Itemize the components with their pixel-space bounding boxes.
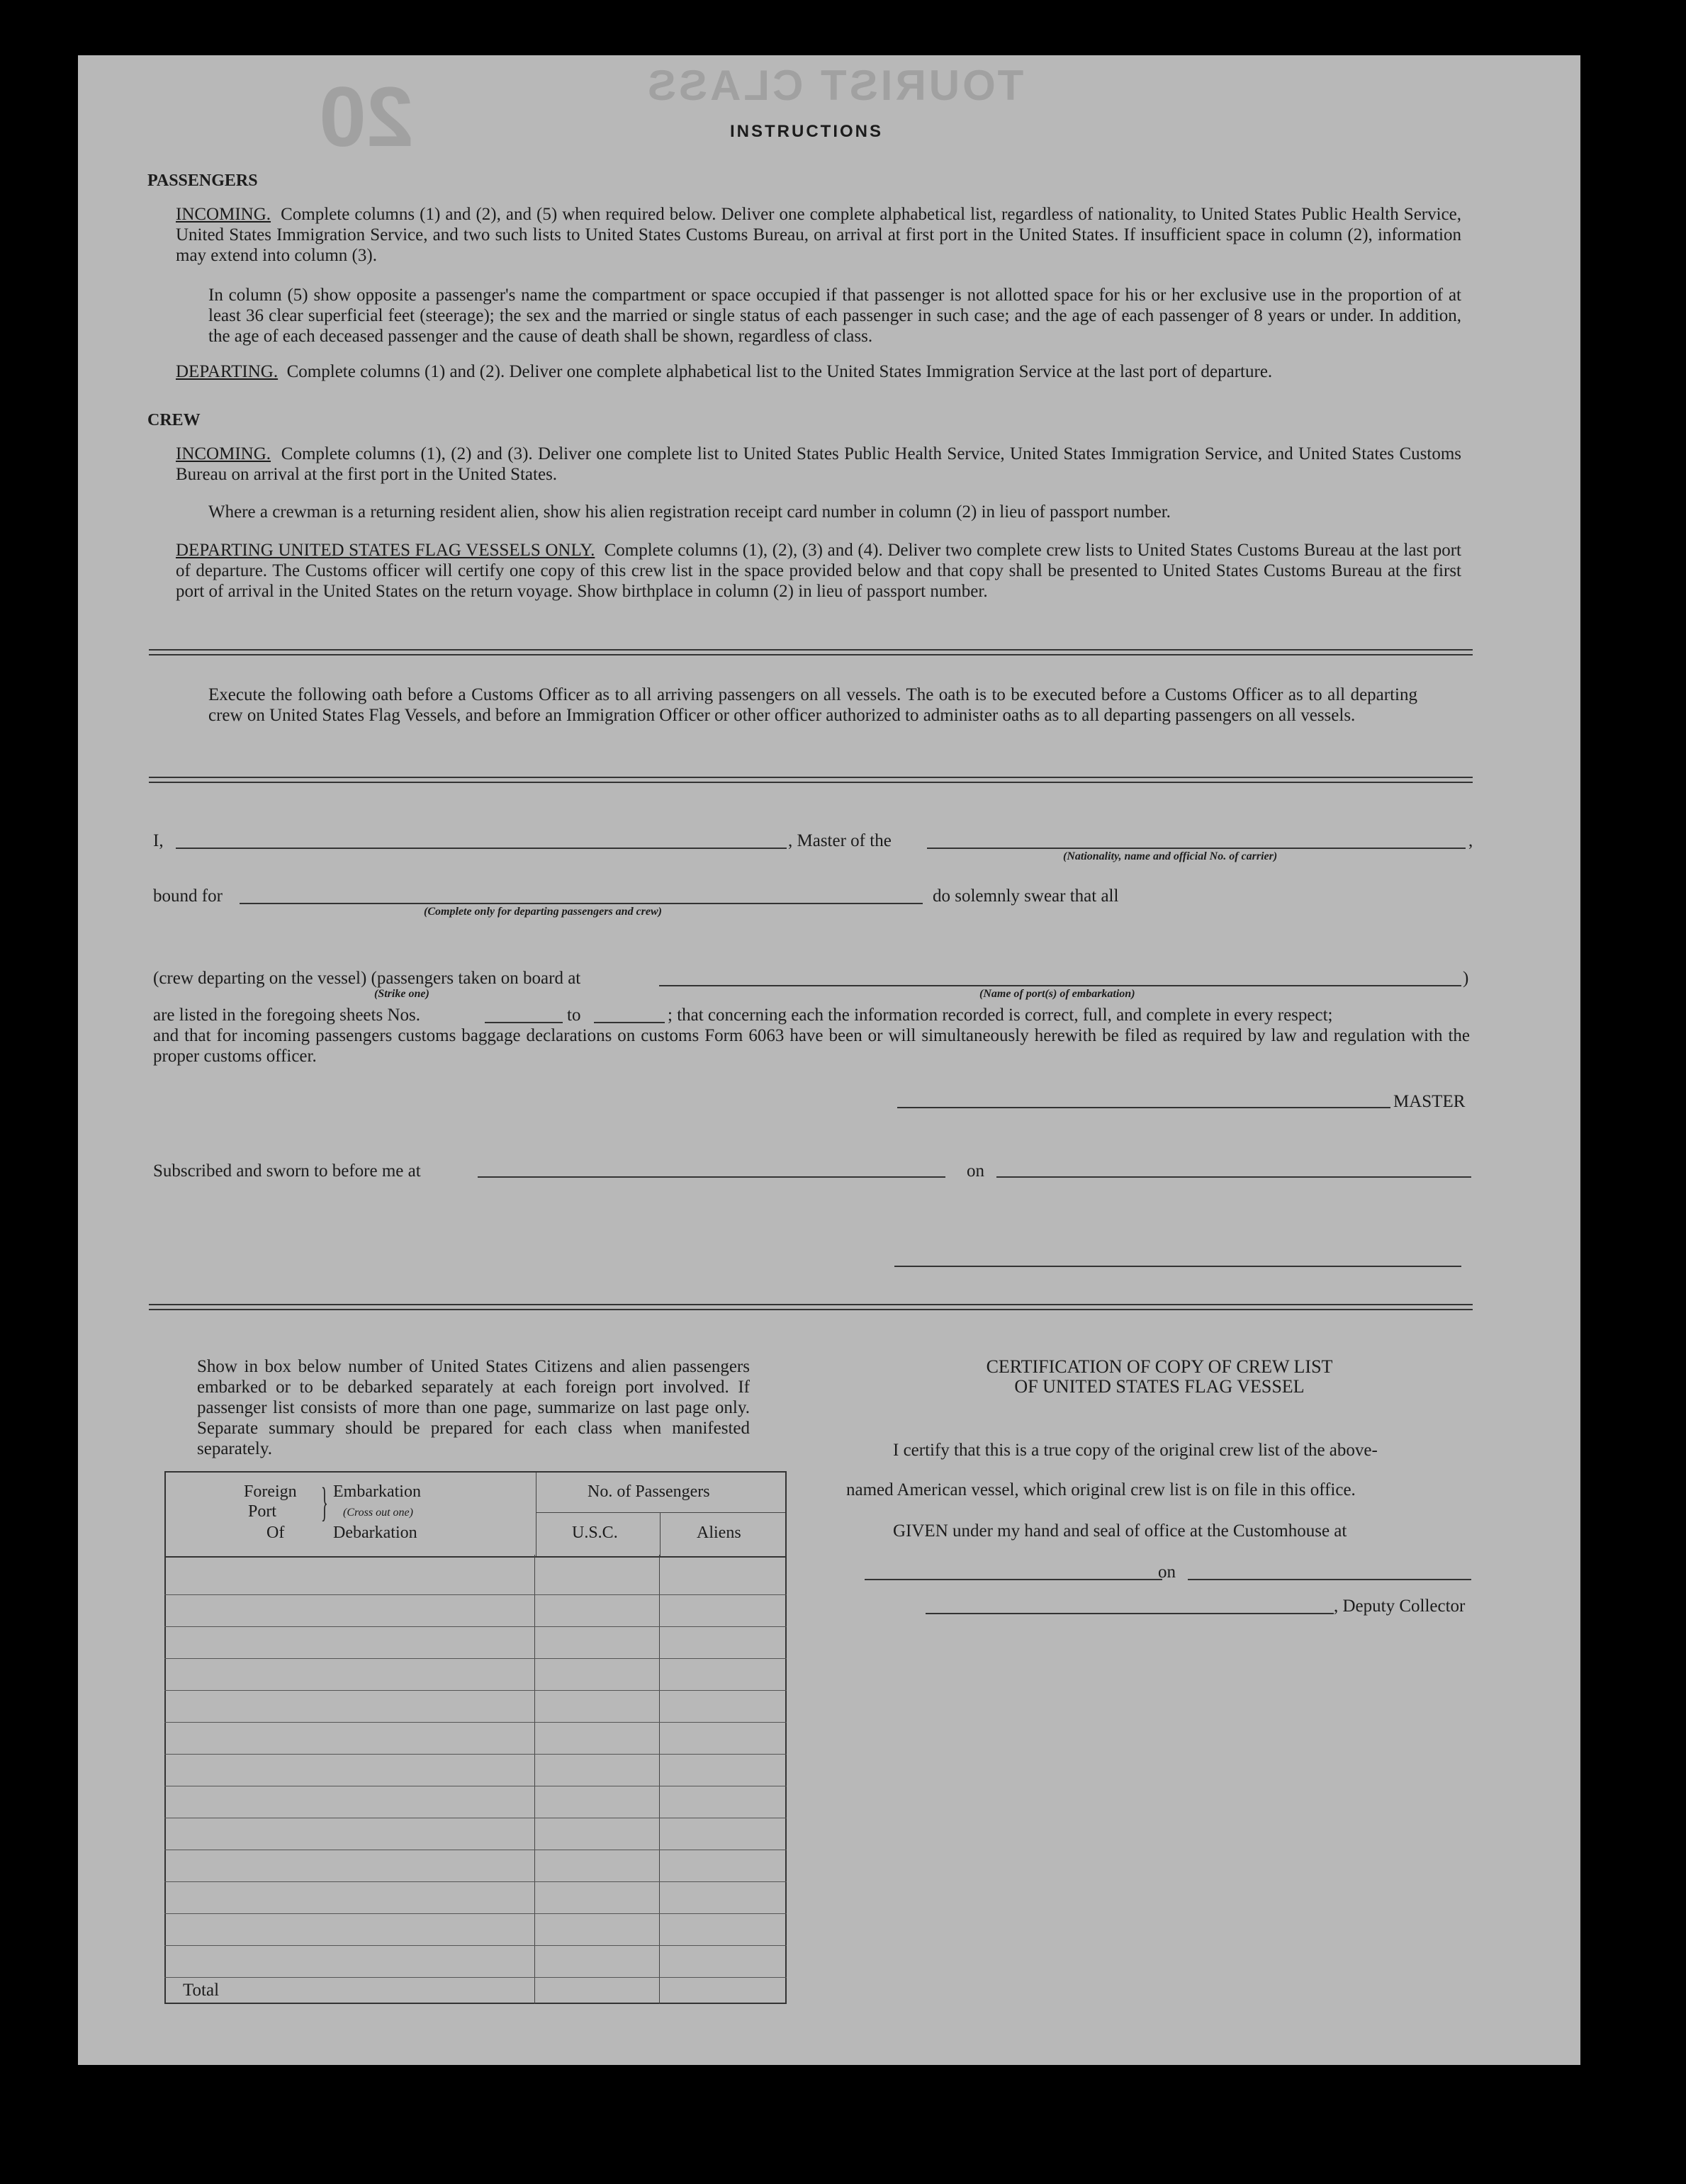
summary-text: Show in box below number of United States Citizens and alien passengers embarked or to be debarked separately at each foreign port involved. If passenger list consists of more than one page, summarize on last page only. Separate summary should be prepared for each class when manifested separately.	[197, 1357, 750, 1458]
departing-label: DEPARTING.	[176, 362, 279, 381]
crew-incoming-paragraph	[176, 444, 1461, 485]
subscribed-on-label: on	[967, 1161, 984, 1181]
departing-text: Complete columns (1) and (2). Deliver one complete alphabetical list to the United States Immigration Service at the last port of departure.	[286, 362, 1273, 381]
divider	[149, 649, 1473, 655]
passengers-departing-paragraph	[176, 361, 1473, 382]
bound-for-label: bound for	[153, 886, 223, 906]
cert-line-3: GIVEN under my hand and seal of office at the Customhouse at	[893, 1521, 1347, 1541]
sheet-to-field[interactable]	[594, 1022, 665, 1023]
cert-on-label: on	[1158, 1563, 1176, 1582]
subscribed-label: Subscribed and sworn to before me at	[153, 1161, 421, 1181]
crew-departing-label: DEPARTING UNITED STATES FLAG VESSELS ONLY.	[176, 541, 595, 560]
cert-title-2: OF UNITED STATES FLAG VESSEL	[1014, 1376, 1305, 1397]
bound-for-field[interactable]	[240, 903, 923, 904]
cert-line-1: I certify that this is a true copy of the original crew list of the above-	[893, 1441, 1378, 1460]
cert-title-1: CERTIFICATION OF COPY OF CREW LIST	[986, 1356, 1333, 1377]
divider	[149, 777, 1473, 783]
table-row[interactable]	[164, 1945, 787, 1946]
ghost-class-title: TOURIST CLASS	[645, 62, 1024, 109]
master-name-field[interactable]	[176, 848, 787, 849]
master-signature-field[interactable]	[897, 1107, 1390, 1108]
bound-caption: (Complete only for departing passengers and crew)	[424, 906, 662, 918]
listed-to-label: to	[567, 1006, 581, 1025]
crew-departing-text: Complete columns (1), (2), (3) and (4). Deliver two complete crew lists to United States Customs Bureau at the last port of departure. The Customs officer will certify one copy of this crew list in the space provided below and that copy shall be presented to United States Customs Bureau at the first port of arrival in the United States on the return voyage. Show birthplace in column (2) in lieu of passport number.	[176, 541, 1462, 601]
subscribed-date-field[interactable]	[996, 1176, 1471, 1178]
oath-intro: Execute the following oath before a Customs Officer as to all arriving passengers on all vessels. The oath is to be executed before a Customs Officer as to all departing crew on United States Flag Vessels, and before an Immigration Officer or other officer authorized to administer oaths as to all departing passengers on all vessels.	[208, 685, 1417, 725]
total-label: Total	[183, 1981, 220, 2000]
usc-label: U.S.C.	[572, 1524, 618, 1542]
sheet-from-field[interactable]	[485, 1022, 563, 1023]
cert-date-field[interactable]	[1188, 1579, 1471, 1580]
passengers-column5-paragraph: In column (5) show opposite a passenger's name the compartment or space occupied if that passenger is not allotted space for his or her exclusive use in the proportion of at least 36 clear superficial feet (steerage); the sex and the married or single status of each passenger in such case; and the age of each passenger of 8 years or under. In addition, the age of each deceased passenger and the cause of death shall be shown, regardless of class.	[208, 286, 1461, 346]
table-row[interactable]	[164, 1626, 787, 1627]
form-sheet	[78, 55, 1580, 2065]
divider	[149, 1304, 1473, 1310]
ports-caption: (Name of port(s) of embarkation)	[979, 988, 1135, 1000]
carrier-field[interactable]	[927, 848, 1466, 849]
carrier-caption: (Nationality, name and official No. of carrier)	[1063, 850, 1278, 862]
swear-label: do solemnly swear that all	[933, 886, 1119, 906]
table-row[interactable]	[164, 1690, 787, 1691]
customhouse-field[interactable]	[865, 1579, 1162, 1580]
ghost-sheet-number: 20	[319, 69, 414, 164]
port-header-cell	[165, 1472, 536, 1557]
oath-i-label: I,	[153, 831, 164, 850]
brace-icon: }	[321, 1479, 328, 1525]
incoming-text: Complete columns (1) and (2), and (5) when required below. Deliver one complete alphabetical list, regardless of nationality, to United States Public Health Service, United States Immigration Service, and two such lists to United States Customs Bureau, on arrival at first port in the United States. If insufficient space in column (2), information may extend into column (3).	[176, 205, 1462, 265]
listed-label: are listed in the foregoing sheets Nos.	[153, 1006, 420, 1025]
usc-column-rule	[534, 1555, 535, 2004]
passengers-heading: PASSENGERS	[147, 171, 258, 190]
deputy-label: , Deputy Collector	[1334, 1597, 1466, 1616]
table-row[interactable]	[164, 1977, 787, 1978]
strike-caption: (Strike one)	[374, 988, 429, 1000]
close-paren: )	[1463, 969, 1469, 988]
debarkation-label: Debarkation	[333, 1524, 417, 1542]
oath-comma: ,	[1468, 831, 1473, 850]
crew-departing-paragraph	[176, 540, 1461, 602]
passenger-summary-table	[164, 1471, 787, 2004]
crew-resident-paragraph: Where a crewman is a returning resident alien, show his alien registration receipt card number in column (2) in lieu of passport number.	[208, 502, 1171, 522]
table-row[interactable]	[164, 1658, 787, 1659]
cert-line-2: named American vessel, which original crew list is on file in this office.	[846, 1480, 1356, 1499]
aliens-column-rule	[659, 1555, 660, 2004]
port-label: Port	[248, 1502, 277, 1521]
subscribed-place-field[interactable]	[478, 1176, 945, 1178]
table-row[interactable]	[164, 1754, 787, 1755]
no-passengers-label: No. of Passengers	[588, 1482, 710, 1501]
crew-heading: CREW	[147, 411, 201, 429]
crew-incoming-label: INCOMING.	[176, 444, 271, 463]
master-of-label: , Master of the	[788, 831, 892, 850]
listed-continuation: and that for incoming passengers customs baggage declarations on customs Form 6063 have been or will simultaneously herewith be filed as required by law and regulation with the proper customs officer.	[153, 1026, 1470, 1066]
listed-text: ; that concerning each the information recorded is correct, full, and complete in every respect;	[668, 1006, 1333, 1025]
table-row[interactable]	[164, 1594, 787, 1595]
crew-departing-label-oath: (crew departing on the vessel) (passengers taken on board at	[153, 969, 581, 988]
aliens-label: Aliens	[697, 1524, 741, 1542]
of-label: Of	[266, 1524, 285, 1542]
passengers-incoming-paragraph	[176, 204, 1461, 266]
foreign-label: Foreign	[244, 1482, 297, 1501]
table-row[interactable]	[164, 1881, 787, 1882]
instructions-title: INSTRUCTIONS	[730, 122, 883, 141]
incoming-label: INCOMING.	[176, 205, 271, 224]
cross-label: (Cross out one)	[343, 1507, 413, 1519]
deputy-signature-field[interactable]	[926, 1613, 1334, 1614]
master-label: MASTER	[1393, 1092, 1466, 1111]
passengers-header-cell	[536, 1472, 787, 1557]
table-row[interactable]	[164, 1722, 787, 1723]
officer-signature-field[interactable]	[894, 1266, 1461, 1267]
table-row[interactable]	[164, 1913, 787, 1914]
ports-field[interactable]	[659, 985, 1461, 986]
crew-incoming-text: Complete columns (1), (2) and (3). Deliver one complete list to United States Public Health Service, United States Immigration Service, and United States Customs Bureau on arrival at the first port in the United States.	[176, 444, 1462, 484]
embarkation-label: Embarkation	[333, 1482, 421, 1501]
